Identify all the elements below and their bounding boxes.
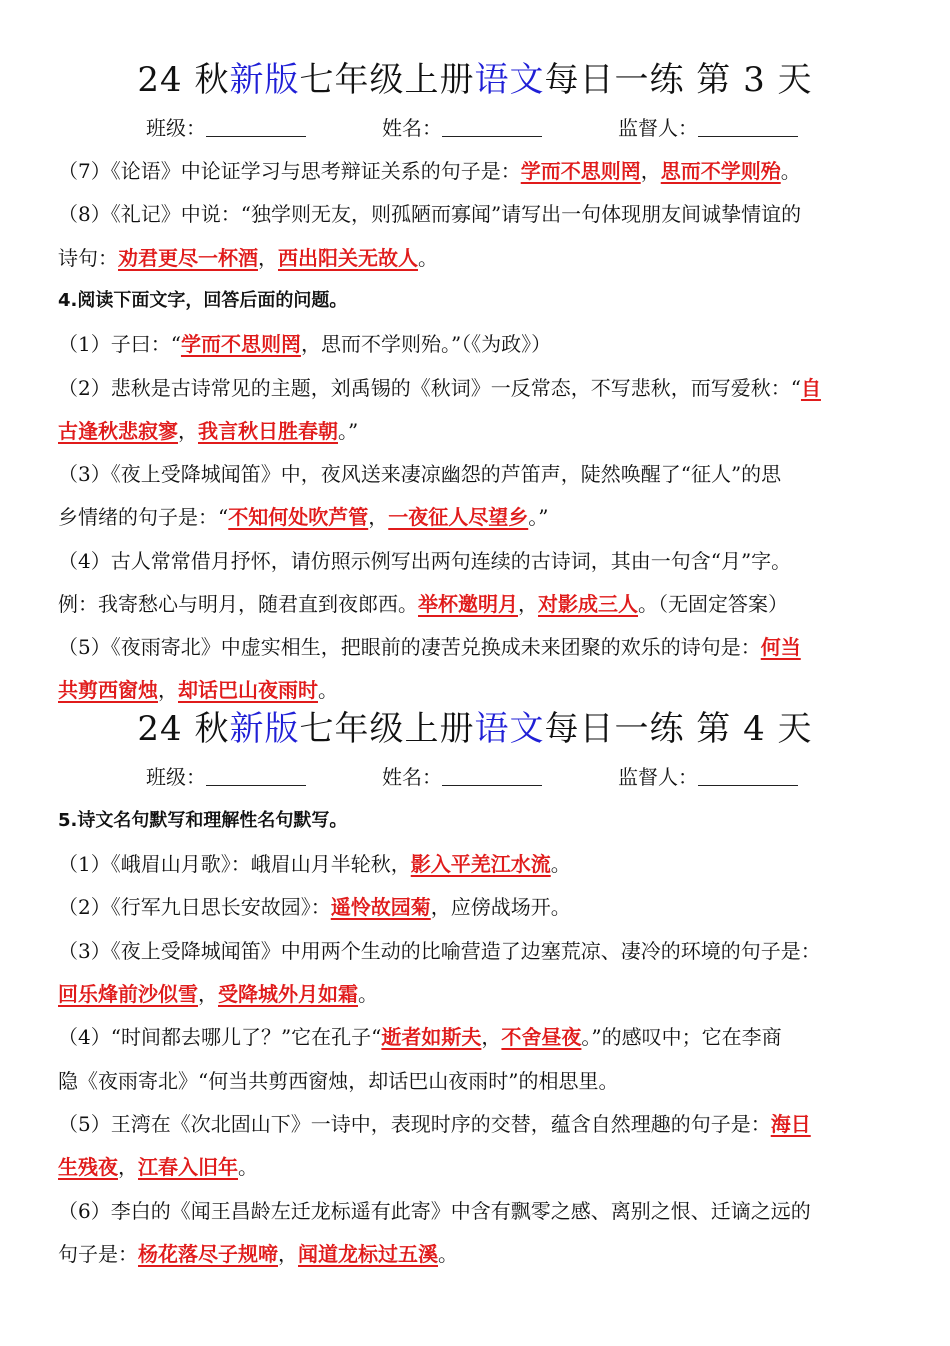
item-4-2-line1 bbox=[58, 373, 894, 403]
question-text: ，思而不学则殆。”（《为政》） bbox=[300, 332, 552, 356]
punct: ， bbox=[178, 419, 198, 443]
question-text: 例：我寄愁心与明月，随君直到夜郎西。 bbox=[58, 592, 418, 616]
answer: 海日 bbox=[770, 1112, 811, 1136]
answer: 江春入旧年 bbox=[138, 1155, 238, 1179]
answer: 我言秋日胜春朝 bbox=[198, 419, 338, 443]
item-5-4-line1 bbox=[58, 1022, 894, 1052]
day4-title bbox=[0, 707, 950, 751]
punct: 。 bbox=[238, 1155, 258, 1179]
punct: ， bbox=[481, 1025, 502, 1049]
question-text: （2）悲秋是古诗常见的主题，刘禹锡的《秋词》一反常态，不写悲秋，而写爱秋：“ bbox=[58, 376, 801, 400]
punct: ， bbox=[118, 1155, 138, 1179]
question-text: 隐《夜雨寄北》“何当共剪西窗烛，却话巴山夜雨时”的相思里。 bbox=[58, 1069, 619, 1093]
item-5-5-line2 bbox=[58, 1152, 894, 1182]
day3-title bbox=[0, 58, 950, 102]
answer: 遥怜故园菊 bbox=[330, 895, 431, 919]
item-5-5-line1 bbox=[58, 1109, 894, 1139]
name-field bbox=[382, 113, 542, 143]
question-text: （3）《夜上受降城闻笛》中用两个生动的比喻营造了边塞荒凉、凄冷的环境的句子是： bbox=[58, 939, 821, 963]
answer: 不知何处吹芦管 bbox=[228, 505, 369, 529]
item-4-1 bbox=[58, 329, 894, 359]
answer: 却话巴山夜雨时 bbox=[178, 678, 318, 702]
day3-info-row bbox=[0, 113, 950, 143]
punct: 。 bbox=[418, 246, 438, 270]
question-text: 乡情绪的句子是：“ bbox=[58, 505, 229, 529]
item-5-4-line2 bbox=[58, 1066, 894, 1096]
name-field bbox=[382, 762, 542, 792]
answer: 共剪西窗烛 bbox=[58, 678, 158, 702]
name-blank[interactable] bbox=[442, 116, 542, 137]
item-5-2 bbox=[58, 892, 894, 922]
punct: 。 bbox=[318, 678, 338, 702]
answer: 一夜征人尽望乡 bbox=[388, 505, 529, 529]
punct: ， bbox=[278, 1242, 298, 1266]
punct: 。 bbox=[438, 1242, 458, 1266]
answer: 影入平羌江水流 bbox=[410, 852, 551, 876]
name-label: 姓名： bbox=[382, 116, 442, 140]
item-4-4-line2 bbox=[58, 589, 894, 619]
class-field bbox=[146, 113, 306, 143]
punct: 。” bbox=[528, 505, 549, 529]
title-part: 七年级上册 bbox=[299, 709, 475, 749]
answer: 逝者如斯夫 bbox=[381, 1025, 482, 1049]
class-label: 班级： bbox=[146, 116, 206, 140]
item-5-6-line2 bbox=[58, 1239, 894, 1269]
item-5-3-line2 bbox=[58, 979, 894, 1009]
question-text: 句子是： bbox=[58, 1242, 138, 1266]
question-text: ，应傍战场开。 bbox=[430, 895, 571, 919]
question-text: 诗句： bbox=[58, 246, 118, 270]
title-highlight: 新版 bbox=[229, 709, 300, 749]
punct: ， bbox=[198, 982, 218, 1006]
item-5-6-line1 bbox=[58, 1196, 894, 1226]
item-4-3-line1 bbox=[58, 459, 894, 489]
question-text: （7）《论语》中论证学习与思考辩证关系的句子是： bbox=[58, 159, 521, 183]
punct: ， bbox=[368, 505, 389, 529]
title-part: 24 秋 bbox=[137, 60, 230, 100]
name-label: 姓名： bbox=[382, 765, 442, 789]
name-blank[interactable] bbox=[442, 765, 542, 786]
question-text: （8）《礼记》中说：“独学则无友，则孤陋而寡闻”请写出一句体现朋友间诚挚情谊的 bbox=[58, 202, 802, 226]
answer: 回乐烽前沙似雪 bbox=[58, 982, 198, 1006]
question-text: （4）古人常常借月抒怀，请仿照示例写出两句连续的古诗词，其由一句含“月”字。 bbox=[58, 549, 792, 573]
item-4-2-line2 bbox=[58, 416, 894, 446]
answer: 劝君更尽一杯酒 bbox=[118, 246, 258, 270]
answer: 古逢秋悲寂寥 bbox=[58, 419, 178, 443]
item-5-1 bbox=[58, 849, 894, 879]
class-blank[interactable] bbox=[206, 765, 306, 786]
title-part: 七年级上册 bbox=[299, 60, 475, 100]
item-5-3-line1 bbox=[58, 936, 894, 966]
section-5-heading: 5.诗文名句默写和理解性名句默写。 bbox=[58, 810, 348, 831]
title-part: 每日一练 第 4 天 bbox=[544, 709, 813, 749]
question-text: （4）“时间都去哪儿了？”它在孔子“ bbox=[58, 1025, 382, 1049]
answer: 西出阳关无故人 bbox=[278, 246, 418, 270]
supervisor-blank[interactable] bbox=[698, 765, 798, 786]
item-4-5-line1 bbox=[58, 632, 894, 662]
supervisor-field bbox=[618, 762, 798, 792]
question-8-line2 bbox=[58, 243, 894, 273]
title-part: 24 秋 bbox=[137, 709, 230, 749]
punct: 。 bbox=[358, 982, 378, 1006]
item-4-4-line1 bbox=[58, 546, 894, 576]
answer: 闻道龙标过五溪 bbox=[298, 1242, 438, 1266]
question-text: （3）《夜上受降城闻笛》中，夜风送来凄凉幽怨的芦笛声，陡然唤醒了“征人”的思 bbox=[58, 462, 782, 486]
title-highlight: 语文 bbox=[474, 60, 545, 100]
supervisor-blank[interactable] bbox=[698, 116, 798, 137]
answer: 思而不学则殆 bbox=[660, 159, 781, 183]
punct: 。（无固定答案） bbox=[638, 592, 788, 616]
answer: 自 bbox=[800, 376, 821, 400]
class-blank[interactable] bbox=[206, 116, 306, 137]
item-4-3-line2 bbox=[58, 502, 894, 532]
question-text: （1）子曰：“ bbox=[58, 332, 181, 356]
question-7 bbox=[58, 156, 894, 186]
class-field bbox=[146, 762, 306, 792]
question-8-line1 bbox=[58, 199, 894, 229]
section-4-heading: 4.阅读下面文字，回答后面的问题。 bbox=[58, 290, 348, 311]
class-label: 班级： bbox=[146, 765, 206, 789]
question-text: （2）《行军九日思长安故园》： bbox=[58, 895, 331, 919]
answer: 杨花落尽子规啼 bbox=[138, 1242, 278, 1266]
answer: 学而不思则罔 bbox=[520, 159, 641, 183]
answer: 何当 bbox=[760, 635, 801, 659]
supervisor-label: 监督人： bbox=[618, 116, 698, 140]
answer: 不舍昼夜 bbox=[501, 1025, 582, 1049]
supervisor-label: 监督人： bbox=[618, 765, 698, 789]
punct: 。 bbox=[780, 159, 801, 183]
title-part: 每日一练 第 3 天 bbox=[544, 60, 813, 100]
punct: ， bbox=[518, 592, 538, 616]
question-text: 。”的感叹中；它在李商 bbox=[581, 1025, 782, 1049]
question-text: （6）李白的《闻王昌龄左迁龙标遥有此寄》中含有飘零之感、离别之恨、迁谪之远的 bbox=[58, 1199, 811, 1223]
title-highlight: 新版 bbox=[229, 60, 300, 100]
punct: ， bbox=[158, 678, 178, 702]
question-text: （1）《峨眉山月歌》：峨眉山月半轮秋， bbox=[58, 852, 411, 876]
item-4-5-line2 bbox=[58, 675, 894, 705]
supervisor-field bbox=[618, 113, 798, 143]
day4-info-row bbox=[0, 762, 950, 792]
answer: 受降城外月如霜 bbox=[218, 982, 358, 1006]
punct: ， bbox=[640, 159, 661, 183]
punct: ， bbox=[258, 246, 278, 270]
answer: 学而不思则罔 bbox=[180, 332, 301, 356]
title-highlight: 语文 bbox=[474, 709, 545, 749]
question-text: （5）《夜雨寄北》中虚实相生，把眼前的凄苦兑换成未来团聚的欢乐的诗句是： bbox=[58, 635, 761, 659]
punct: 。” bbox=[338, 419, 359, 443]
answer: 对影成三人 bbox=[538, 592, 638, 616]
question-text: （5）王湾在《次北固山下》一诗中，表现时序的交替，蕴含自然理趣的句子是： bbox=[58, 1112, 771, 1136]
answer: 举杯邀明月 bbox=[418, 592, 518, 616]
answer: 生残夜 bbox=[58, 1155, 118, 1179]
punct: 。 bbox=[550, 852, 571, 876]
